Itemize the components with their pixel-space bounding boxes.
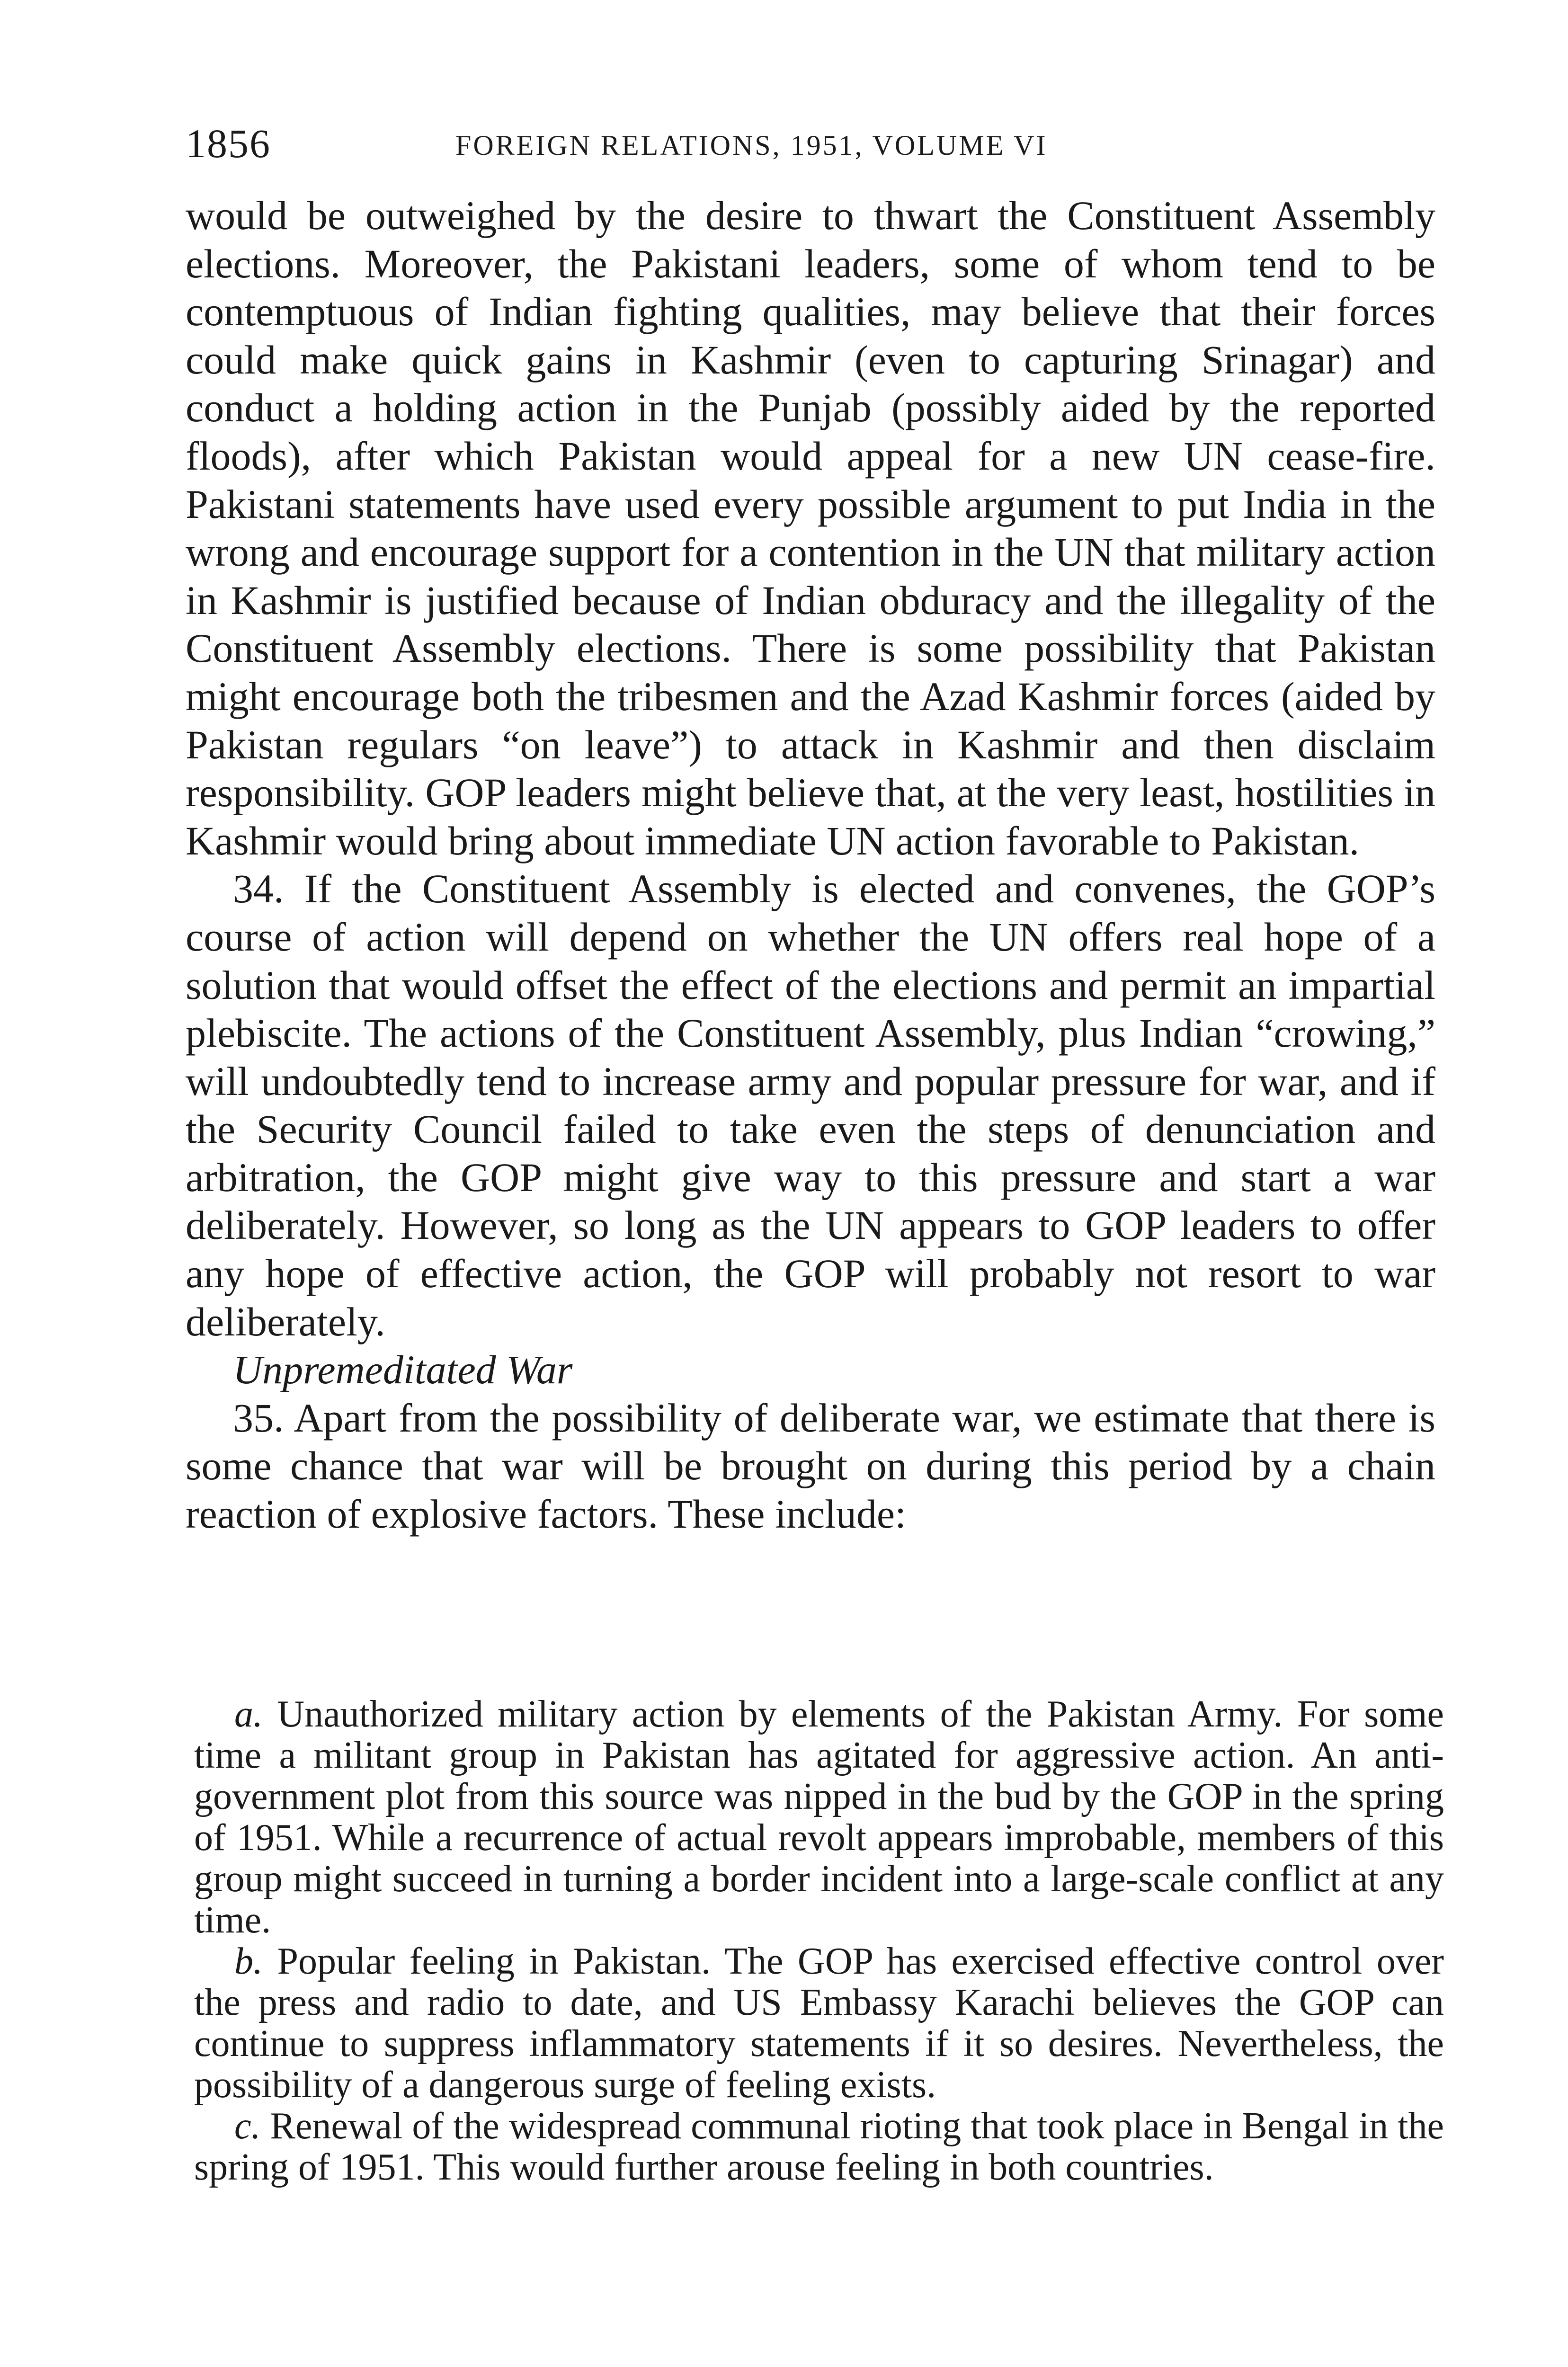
section-heading: Unpremeditated War [233, 1347, 573, 1393]
factor-letter: b. [234, 1940, 263, 1982]
paragraph-continued: would be outweighed by the desire to thwart the Constituent Assembly elections. Moreover, the Pakistani leaders, some of whom tend to be contemptuous of Indian fighting qualities, may believe that their forces could make quick gains in Kashmir (even to capturing Srinagar) and conduct a holding action in the Punjab (possibly aided by the reported floods), after which Pakistan would appeal for a new UN cease-fire. Pakistani statements have used every possible argument to put India in the wrong and encourage support for a contention in the UN that military action in Kashmir is justified because of Indian obduracy and the illegality of the Constituent Assembly elections. There is some possibility that Pakistan might encourage both the tribesmen and the Azad Kashmir forces (aided by Pakistan regulars “on leave”) to attack in Kashmir and then disclaim responsibility. GOP leaders might believe that, at the very least, hostilities in Kashmir would bring about immediate UN action favorable to Pakistan. [186, 193, 1435, 863]
factor-text: Renewal of the widespread communal rioting that took place in Bengal in the spring of 1951. This would further arouse feeling in both countries. [194, 2105, 1444, 2188]
running-title: FOREIGN RELATIONS, 1951, VOLUME VI [455, 130, 1048, 161]
paragraph-35: 35. Apart from the possibility of deliberate war, we estimate that there is some chance that war will be brought on during this period by a chain reaction of explosive factors. These include: [186, 1395, 1435, 1537]
factor-text: Popular feeling in Pakistan. The GOP has exercised effective control over the press and radio to date, and US Embassy Karachi believes the GOP can continue to suppress inflammatory statements if it so desires. Nevertheless, the possibility of a dangerous surge of feeling exists. [194, 1940, 1444, 2106]
factors-list [194, 1694, 1444, 2188]
factor-text: Unauthorized military action by elements of the Pakistan Army. For some time a militant group in Pakistan has agitated for aggressive action. An anti-government plot from this source was nipped in the bud by the GOP in the spring of 1951. While a recurrence of actual revolt appears improbable, members of this group might succeed in turning a border incident into a large-scale conflict at any time. [194, 1693, 1444, 1941]
main-text [186, 192, 1435, 1539]
page-header [186, 117, 1464, 169]
page-number: 1856 [186, 121, 271, 166]
factor-item-c [194, 2106, 1444, 2188]
factor-item-b [194, 1941, 1444, 2106]
paragraph-34: 34. If the Constituent Assembly is elected and convenes, the GOP’s course of action will depend on whether the UN offers real hope of a solution that would offset the effect of the elections and permit an impartial plebiscite. The actions of the Constituent Assembly, plus Indian “crowing,” will undoubtedly tend to increase army and popular pressure for war, and if the Security Council failed to take even the steps of denunciation and arbitration, the GOP might give way to this pressure and start a war deliberately. However, so long as the UN appears to GOP leaders to offer any hope of effective action, the GOP will probably not resort to war deliberately. [186, 866, 1435, 1344]
factor-item-a [194, 1694, 1444, 1941]
factor-letter: c. [234, 2105, 261, 2147]
factor-letter: a. [234, 1693, 263, 1735]
